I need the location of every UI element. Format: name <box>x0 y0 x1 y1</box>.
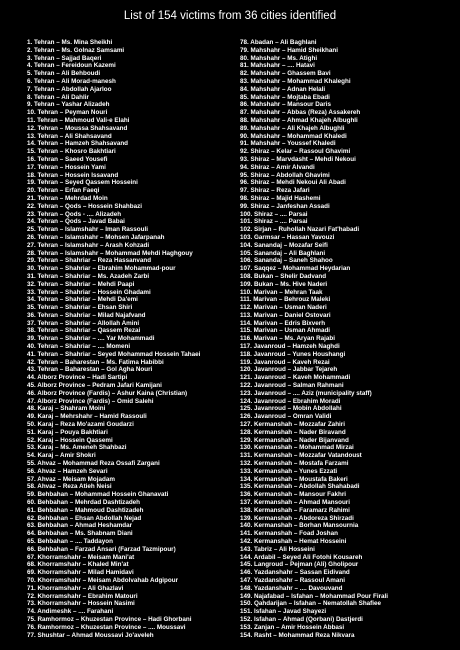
victim-entry: 112. Marivan – Usman Naderi <box>240 304 327 312</box>
victim-entry: 51. Karaj – Pouya Bakhtiari <box>27 428 108 436</box>
victim-entry: 90. Mahshahr – Mohammad Khaledi <box>240 132 347 140</box>
victim-entry: 79. Mahshahr – Hamid Sheikhani <box>240 46 338 54</box>
victim-entry: 26. Tehran – Islamshahr – Mohsen Jafarpanah <box>27 233 165 241</box>
victim-entry: 153. Zanjan – Amir Hossein Abbasi <box>240 623 345 631</box>
victim-entry: 30. Tehran – Shahriar – Ebrahim Mohammad-pour <box>27 265 176 273</box>
victim-entry: 2. Tehran – Ms. Golnaz Samsami <box>27 46 125 54</box>
victim-entry: 34. Tehran – Shahriar – Mehdi Da'emi <box>27 296 138 304</box>
victim-entry: 68. Khorramshahr – Khaled Min'at <box>27 561 129 569</box>
victim-entry: 110. Marivan – Mehran Taak <box>240 288 323 296</box>
victim-entry: 152. Isfahan – Ahmad (Qorbani) Dastjerdi <box>240 615 363 623</box>
victim-entry: 130. Kermanshah – Mohammad Mirzai <box>240 444 354 452</box>
victim-entry: 107. Saqqez – Mohammad Heydarian <box>240 265 351 273</box>
victim-entry: 11. Tehran – Mahmoud Vali-e Elahi <box>27 116 130 124</box>
victim-entry: 12. Tehran – Moussa Shahsavand <box>27 124 128 132</box>
victim-entry: 46. Alborz Province (Fardis) – Ashur Kaina (Christian) <box>27 389 188 397</box>
victim-entry: 105. Sanandaj – Ali Baghlani <box>240 249 326 257</box>
victim-entry: 154. Rasht – Mohammad Reza Nikvara <box>240 631 355 639</box>
victim-entry: 71. Khorramshahr – Ali Ghazlavi <box>27 584 124 592</box>
victim-entry: 56. Ahvaz – Hamzeh Sevari <box>27 467 108 475</box>
victim-entry: 72. Khorramshahr – Ebrahim Matouri <box>27 592 138 600</box>
victim-entry: 54. Karaj – Amir Shokri <box>27 452 96 460</box>
victim-entry: 104. Sanandaj – Mozafar Seifi <box>240 241 328 249</box>
victim-entry: 1. Tehran – Ms. Mina Sheikhi <box>27 39 113 46</box>
victim-entry: 94. Shiraz – Amir Alvandi <box>240 163 315 171</box>
victim-entry: 5. Tehran – Ali Behboudi <box>27 70 101 78</box>
victim-entry: 144. Ardabil – Seyed Ali Fotohi Kousareh <box>240 553 363 561</box>
victim-entry: 111. Marivan – Behrouz Maleki <box>240 296 331 304</box>
victim-entry: 13. Tehran – Ali Shahsavand <box>27 132 112 140</box>
victim-entry: 55. Ahvaz – Mohammad Reza Ossafi Zargani <box>27 460 160 468</box>
victim-entry: 81. Mahshahr – .... Hatavi <box>240 62 315 70</box>
victim-entry: 116. Marivan – Ms. Aryan Rajabi <box>240 335 335 343</box>
victim-entry: 43. Tehran – Baharestan – Gol Agha Nouri <box>27 366 153 374</box>
victim-entry: 123. Javanroud – .... Aziz (municipality staff) <box>240 389 372 397</box>
victim-entry: 129. Kermanshah – Nader Bijanvand <box>240 436 349 444</box>
victim-entry: 42. Tehran – Baharestan – Ms. Fatima Habibbi <box>27 358 164 366</box>
victim-entry: 102. Sirjan – Ruhollah Nazari Fat'habadi <box>240 226 360 234</box>
victim-entry: 57. Ahvaz – Meisam Mojadam <box>27 475 115 483</box>
victim-entry: 120. Javanroud – Jabbar Tejareh <box>240 366 338 374</box>
victim-entry: 131. Kermanshah – Mozzafar Vatandoust <box>240 452 362 460</box>
victim-entry: 27. Tehran – Islamshahr – Arash Kohzadi <box>27 241 150 249</box>
victim-entry: 8. Tehran – Ali Dahlir <box>27 93 89 101</box>
victim-entry: 32. Tehran – Shahriar – Mehdi Paapi <box>27 280 135 288</box>
victim-entry: 108. Bukan – Shelir Dadvand <box>240 272 327 280</box>
victim-entry: 20. Tehran – Erfan Faeqi <box>27 187 100 195</box>
victim-entry: 148. Yazdanshahr – .... Davouvand <box>240 584 343 592</box>
victim-entry: 21. Tehran – Mehrdad Moin <box>27 194 108 202</box>
victim-entry: 101. Shiraz – .... Parsai <box>240 218 308 226</box>
victim-entry: 92. Shiraz – Kelar – Rassoul Ghavimi <box>240 148 351 156</box>
victim-entry: 59. Behbahan – Mohammad Hossein Ghanavati <box>27 491 169 499</box>
victim-entry: 140. Kermanshah – Borhan Mansournia <box>240 522 359 530</box>
victim-entry: 25. Tehran – Islamshahr – Iman Rassouli <box>27 226 148 234</box>
victim-entry: 114. Marivan – Edris Bixverh <box>240 319 326 327</box>
victim-entry: 84. Mahshahr – Adnan Helali <box>240 85 326 93</box>
victim-entry: 69. Khorramshahr – Milad Hamidavi <box>27 569 134 577</box>
victim-entry: 124. Javanroud – Ebrahim Moradi <box>240 397 341 405</box>
victim-entry: 98. Shiraz – Majid Hashemi <box>240 194 321 202</box>
victim-entry: 91. Mahshahr – Youssef Khaledi <box>240 140 336 148</box>
victim-entry: 6. Tehran – Ali Morad-manesh <box>27 77 116 85</box>
victim-entry: 10. Tehran – Peyman Nouri <box>27 109 108 117</box>
victim-entry: 97. Shiraz – Reza Jafari <box>240 187 310 195</box>
victim-entry: 86. Mahshahr – Mansour Daris <box>240 101 331 109</box>
victim-entry: 22. Tehran – Qods – Hossein Shahbazi <box>27 202 143 210</box>
victim-entry: 122. Javanroud – Salman Rahmani <box>240 382 344 390</box>
victim-entry: 52. Karaj – Hossein Qassemi <box>27 436 113 444</box>
victim-entry: 41. Tehran – Shahriar – Seyed Mohammad Hossein Tahaei <box>27 350 201 358</box>
victim-entry: 28. Tehran – Islamshahr – Mohammad Mehdi Haghgouy <box>27 249 193 257</box>
victim-entry: 147. Yazdanshahr – Rassoul Amani <box>240 576 345 584</box>
victim-entry: 44. Alborz Province – Hadi Sartipi <box>27 374 128 382</box>
victim-entry: 37. Tehran – Shahriar – Allollah Amini <box>27 319 140 327</box>
victim-entry: 77. Shushtar – Ahmad Moussavi Jo'aveleh <box>27 631 154 639</box>
victim-entry: 151. Isfahan – Javad Shayezi <box>240 608 327 616</box>
victim-entry: 35. Tehran – Shahriar – Ehsan Shiri <box>27 304 133 312</box>
victim-entry: 115. Marivan – Usman Ahmadi <box>240 327 331 335</box>
victim-entry: 143. Tabriz – Ali Hosseini <box>240 545 315 553</box>
victim-entry: 47. Alborz Province (Fardis) – Omid Salehi <box>27 397 154 405</box>
victim-entry: 66. Behbahan – Farzad Ansari (Farzad Tazmipour) <box>27 545 176 553</box>
victims-list-right-column <box>240 39 455 639</box>
victim-entry: 99. Shiraz – Janfeshan Assadi <box>240 202 330 210</box>
victim-entry: 14. Tehran – Hamzeh Shahsavand <box>27 140 129 148</box>
victim-entry: 103. Garmsar – Hassan Yavouzi <box>240 233 335 241</box>
victim-entry: 117. Javanroud – Hamzeh Naghdi <box>240 343 340 351</box>
victim-entry: 4. Tehran – Fereidoun Kazemi <box>27 62 116 70</box>
document-title: List of 154 victims from 36 cities identified <box>123 10 337 22</box>
victim-entry: 50. Karaj – Reza Mo'azami Goudarzi <box>27 421 134 429</box>
victim-entry: 33. Tehran – Shahriar – Hossein Ghadami <box>27 288 151 296</box>
victim-entry: 88. Mahshahr – Ahmad Khajeh Albughli <box>240 116 358 124</box>
victim-entry: 150. Qahdarijan – Isfahan – Nematollah Shafiee <box>240 600 382 608</box>
victim-entry: 18. Tehran – Hossein Issavand <box>27 171 119 179</box>
victim-entry: 89. Mahshahr – Ali Khajeh Albughli <box>240 124 345 132</box>
victim-entry: 60. Behbahan – Mehrdad Dashtizadeh <box>27 499 141 507</box>
victim-entry: 63. Behbahan – Ahmad Heshamdar <box>27 522 133 530</box>
victim-entry: 61. Behbahan – Mahmoud Dashtizadeh <box>27 506 144 514</box>
victim-entry: 36. Tehran – Shahriar – Milad Najafvand <box>27 311 146 319</box>
victim-entry: 141. Kermanshah – Foad Joshan <box>240 530 338 538</box>
victim-entry: 78. Abadan – Ali Baghlani <box>240 39 317 46</box>
victim-entry: 45. Alborz Province – Pedram Jafari Kamijani <box>27 382 162 390</box>
victim-entry: 121. Javanroud – Kaveh Mohammadi <box>240 374 351 382</box>
victim-entry: 23. Tehran – Qods - .... Alizadeh <box>27 210 122 218</box>
victim-entry: 49. Karaj – Mehrshahr – Hamid Rassouli <box>27 413 147 421</box>
victim-entry: 136. Kermanshah – Mansour Fakhri <box>240 491 347 499</box>
victim-entry: 85. Mahshahr – Mojtaba Ebadi <box>240 93 330 101</box>
victim-entry: 109. Bukan – Ms. Hive Naderi <box>240 280 328 288</box>
victim-entry: 65. Behbahan – .... Taddayon <box>27 538 113 545</box>
victim-entry: 146. Yazdanshahr – Sassan Eidivand <box>240 569 350 577</box>
victim-entry: 87. Mahshahr – Abbas (Reza) Assakereh <box>240 109 361 117</box>
victim-entry: 62. Behbahan – Ehsan Abdollah Nejad <box>27 514 142 522</box>
victim-entry: 100. Shiraz – .... Parsai <box>240 210 308 218</box>
victim-entry: 16. Tehran – Saeed Yousefi <box>27 155 108 163</box>
victim-entry: 48. Karaj – Shahram Moini <box>27 405 106 413</box>
victim-entry: 134. Kermanshah – Moustafa Bakeri <box>240 475 348 483</box>
victim-entry: 58. Ahvaz – Reza Atieh Neisi <box>27 483 112 491</box>
victim-entry: 24. Tehran – Qods – Javad Babai <box>27 218 125 226</box>
victim-entry: 31. Tehran – Shahriar – Ms. Azadeh Zarbi <box>27 272 150 280</box>
victim-entry: 15. Tehran – Khosro Bakhtiari <box>27 148 116 156</box>
victim-entry: 95. Shiraz – Abdollah Ghavimi <box>240 171 330 179</box>
victim-entry: 7. Tehran – Abdollah Ajarloo <box>27 85 112 93</box>
victim-entry: 74. Andimeshk – .... Farahani <box>27 608 114 616</box>
victim-entry: 3. Tehran – Sajjad Baqeri <box>27 54 102 62</box>
victim-entry: 17. Tehran – Hossein Yami <box>27 163 106 171</box>
victim-entry: 142. Kermanshah – Hemat Hosseini <box>240 538 347 545</box>
victim-entry: 67. Khorramshahr – Meisam Mani'at <box>27 553 135 561</box>
victim-entry: 93. Shiraz – Marvdasht – Mehdi Nekoui <box>240 155 356 163</box>
victim-entry: 128. Kermanshah – Nader Biravand <box>240 428 346 436</box>
victim-entry: 145. Langroud – Pejman (Ali) Gholipour <box>240 561 359 569</box>
victim-entry: 106. Sanandaj – Saneh Shahoo <box>240 257 333 265</box>
victim-entry: 133. Kermanshah – Yunes Ezzati <box>240 467 338 475</box>
victim-entry: 132. Kermanshah – Mostafa Farzami <box>240 460 349 468</box>
victim-entry: 82. Mahshahr – Ghassem Bavi <box>240 70 331 78</box>
victim-entry: 39. Tehran – Shahriar – .... Yar Mohammadi <box>27 335 155 343</box>
victim-entry: 40. Tehran – Shahriar – .... Momeni <box>27 343 131 351</box>
victim-entry: 113. Marivan – Daniel Ostovari <box>240 311 331 319</box>
victim-entry: 70. Khorramshahr – Meisam Abdolvahab Adgipour <box>27 576 179 584</box>
victim-entry: 9. Tehran – Yashar Alizadeh <box>27 101 110 109</box>
victim-entry: 75. Ramhormoz – Khuzestan Province – Hadi Ghorbani <box>27 615 192 623</box>
victim-entry: 80. Mahshahr – Ms. Atighi <box>240 54 318 62</box>
victims-list-left-column <box>27 39 232 639</box>
victim-entry: 125. Javanroud – Mobin Abdollahi <box>240 405 342 413</box>
victim-entry: 73. Khorramshahr – Hossein Nasimi <box>27 600 135 608</box>
victim-entry: 135. Kermanshah – Abdollah Shahabadi <box>240 483 360 491</box>
victim-entry: 96. Shiraz – Mehdi Nekoui Ali Abadi <box>240 179 346 187</box>
victim-entry: 53. Karaj – Ms. Ameneh Shahbazi <box>27 444 127 452</box>
victim-entry: 118. Javanroud – Yunes Houshangi <box>240 350 346 358</box>
victim-entry: 149. Najafabad – Isfahan – Mohammad Pour Firali <box>240 592 389 600</box>
victim-entry: 76. Ramhormoz – Khuzestan Province – .... Moussavi <box>27 623 186 631</box>
victim-entry: 64. Behbahan – Ms. Shabnam Diani <box>27 530 133 538</box>
victim-entry: 126. Javanroud – Omran Validi <box>240 413 332 421</box>
victim-entry: 138. Kermanshah – Faramarz Rahimi <box>240 506 350 514</box>
victim-entry: 127. Kermanshah – Mozzafar Zahiri <box>240 421 345 429</box>
victim-entry: 119. Javanroud – Kaveh Rezai <box>240 358 330 366</box>
victim-entry: 83. Mahshahr – Mohammad Khaleghi <box>240 77 351 85</box>
victim-entry: 137. Kermanshah – Ahmad Mansouri <box>240 499 350 507</box>
victim-entry: 139. Kermanshah – Abdoreza Shirzadi <box>240 514 354 522</box>
victim-entry: 38. Tehran – Shahriar – Qassem Rezai <box>27 327 141 335</box>
victim-entry: 29. Tehran – Shahriar – Reza Hassanvand <box>27 257 152 265</box>
victim-entry: 19. Tehran – Seyed Qassem Hosseini <box>27 179 138 187</box>
